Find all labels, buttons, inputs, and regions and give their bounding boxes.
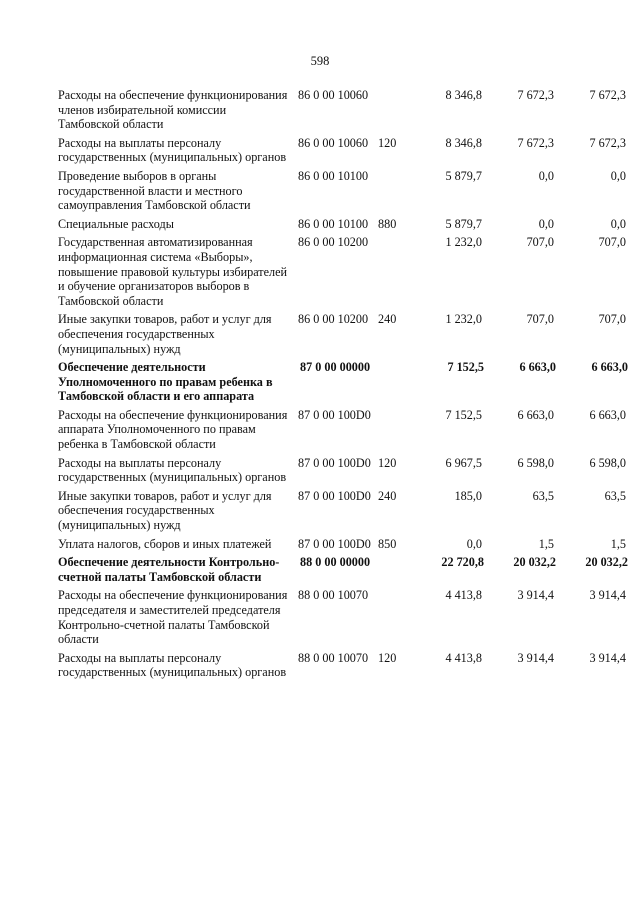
budget-table <box>58 88 628 684</box>
row-value-2: 6 598,0 <box>517 455 554 470</box>
row-value-1: 5 879,7 <box>445 216 482 231</box>
table-row <box>58 312 626 356</box>
row-value-1: 7 152,5 <box>445 407 482 422</box>
row-value-3: 3 914,4 <box>589 588 626 603</box>
section-row <box>58 555 628 584</box>
row-name: Расходы на выплаты персоналу государственных (муниципальных) органов <box>58 455 287 485</box>
row-code: 88 0 00 10070 <box>298 588 369 603</box>
table-row <box>58 536 626 552</box>
table-row <box>58 407 626 452</box>
row-value-2: 6 663,0 <box>517 407 554 422</box>
table-row <box>58 216 626 232</box>
row-name: Иные закупки товаров, работ и услуг для обеспечения государственных (муниципальных) нужд <box>58 312 272 356</box>
row-name: Расходы на обеспечение функционирования членов избирательной комиссии Тамбовской области <box>58 88 288 132</box>
row-value-3: 1,5 <box>610 536 626 551</box>
row-expense-type: 120 <box>378 135 397 150</box>
row-value-1: 8 346,8 <box>445 88 482 102</box>
row-expense-type: 240 <box>378 312 397 327</box>
row-value-3: 6 598,0 <box>589 455 626 470</box>
row-expense-type: 240 <box>378 488 397 503</box>
table-row <box>58 588 626 647</box>
section-code: 87 0 00 00000 <box>300 360 371 375</box>
row-name: Государственная автоматизированная информационная система «Выборы», повышение правовой культуры избирателей и обучение организаторов выборов в Тамбовской области <box>58 235 288 308</box>
row-value-2: 3 914,4 <box>517 588 554 603</box>
table-row <box>58 455 626 485</box>
row-value-1: 1 232,0 <box>445 235 482 250</box>
row-code: 86 0 00 10060 <box>298 135 369 150</box>
row-code: 86 0 00 10200 <box>298 312 369 327</box>
row-code: 88 0 00 10070 <box>298 650 369 665</box>
row-expense-type: 120 <box>378 455 397 470</box>
row-value-2: 0,0 <box>538 216 554 231</box>
row-value-1: 4 413,8 <box>445 650 482 665</box>
row-value-1: 5 879,7 <box>445 168 482 183</box>
row-name: Уплата налогов, сборов и иных платежей <box>58 536 272 551</box>
row-value-3: 6 663,0 <box>589 407 626 422</box>
row-expense-type: 120 <box>378 650 397 665</box>
row-value-3: 7 672,3 <box>589 135 626 150</box>
table-row <box>58 488 626 533</box>
table-row <box>58 650 626 680</box>
row-name: Расходы на обеспечение функционирования председателя и заместителей председателя Контрольно-счетной палаты Тамбовской области <box>58 588 288 647</box>
row-value-1: 1 232,0 <box>445 312 482 327</box>
row-value-2: 7 672,3 <box>517 88 554 102</box>
row-code: 86 0 00 10200 <box>298 235 369 250</box>
row-code: 87 0 00 100D0 <box>298 488 371 503</box>
row-value-1: 185,0 <box>454 488 482 503</box>
row-name: Иные закупки товаров, работ и услуг для обеспечения государственных (муниципальных) нужд <box>58 488 272 533</box>
section-value-1: 22 720,8 <box>441 555 484 570</box>
row-value-1: 8 346,8 <box>445 135 482 150</box>
section-value-1: 7 152,5 <box>447 360 484 375</box>
table-row <box>58 88 626 132</box>
row-value-2: 3 914,4 <box>517 650 554 665</box>
row-value-3: 3 914,4 <box>589 650 626 665</box>
row-value-2: 707,0 <box>526 235 554 250</box>
section-name: Обеспечение деятельности Уполномоченного по правам ребенка в Тамбовской области и его аппарата <box>58 360 273 404</box>
row-name: Расходы на обеспечение функционирования аппарата Уполномоченного по правам ребенка в Тамбовской области <box>58 407 288 452</box>
table-row <box>58 235 626 308</box>
row-expense-type: 880 <box>378 216 397 231</box>
row-code: 87 0 00 100D0 <box>298 407 371 422</box>
row-value-3: 0,0 <box>610 168 626 183</box>
row-value-2: 7 672,3 <box>517 135 554 150</box>
row-value-1: 4 413,8 <box>445 588 482 603</box>
row-value-3: 707,0 <box>598 312 626 327</box>
row-name: Специальные расходы <box>58 216 174 231</box>
row-value-3: 7 672,3 <box>589 88 626 102</box>
row-code: 87 0 00 100D0 <box>298 536 371 551</box>
row-value-3: 0,0 <box>610 216 626 231</box>
section-name: Обеспечение деятельности Контрольно-счетной палаты Тамбовской области <box>58 555 280 584</box>
row-value-2: 63,5 <box>532 488 554 503</box>
row-value-3: 63,5 <box>604 488 626 503</box>
section-value-3: 6 663,0 <box>591 360 628 375</box>
row-name: Расходы на выплаты персоналу государственных (муниципальных) органов <box>58 135 287 165</box>
row-value-1: 6 967,5 <box>445 455 482 470</box>
row-value-1: 0,0 <box>466 536 482 551</box>
table-row <box>58 135 626 165</box>
section-code: 88 0 00 00000 <box>300 555 371 570</box>
row-name: Проведение выборов в органы государственной власти и местного самоуправления Тамбовской области <box>58 168 251 213</box>
row-value-2: 707,0 <box>526 312 554 327</box>
row-expense-type: 850 <box>378 536 397 551</box>
row-code: 86 0 00 10100 <box>298 168 369 183</box>
section-row <box>58 360 628 404</box>
section-value-2: 6 663,0 <box>519 360 556 375</box>
row-code: 87 0 00 100D0 <box>298 455 371 470</box>
row-name: Расходы на выплаты персоналу государственных (муниципальных) органов <box>58 650 287 680</box>
row-code: 86 0 00 10100 <box>298 216 369 231</box>
row-value-2: 0,0 <box>538 168 554 183</box>
row-code: 86 0 00 10060 <box>298 88 369 102</box>
table-row <box>58 168 626 213</box>
row-value-3: 707,0 <box>598 235 626 250</box>
page-number: 598 <box>310 54 330 68</box>
section-value-2: 20 032,2 <box>513 555 556 570</box>
section-value-3: 20 032,2 <box>585 555 628 570</box>
row-value-2: 1,5 <box>538 536 554 551</box>
